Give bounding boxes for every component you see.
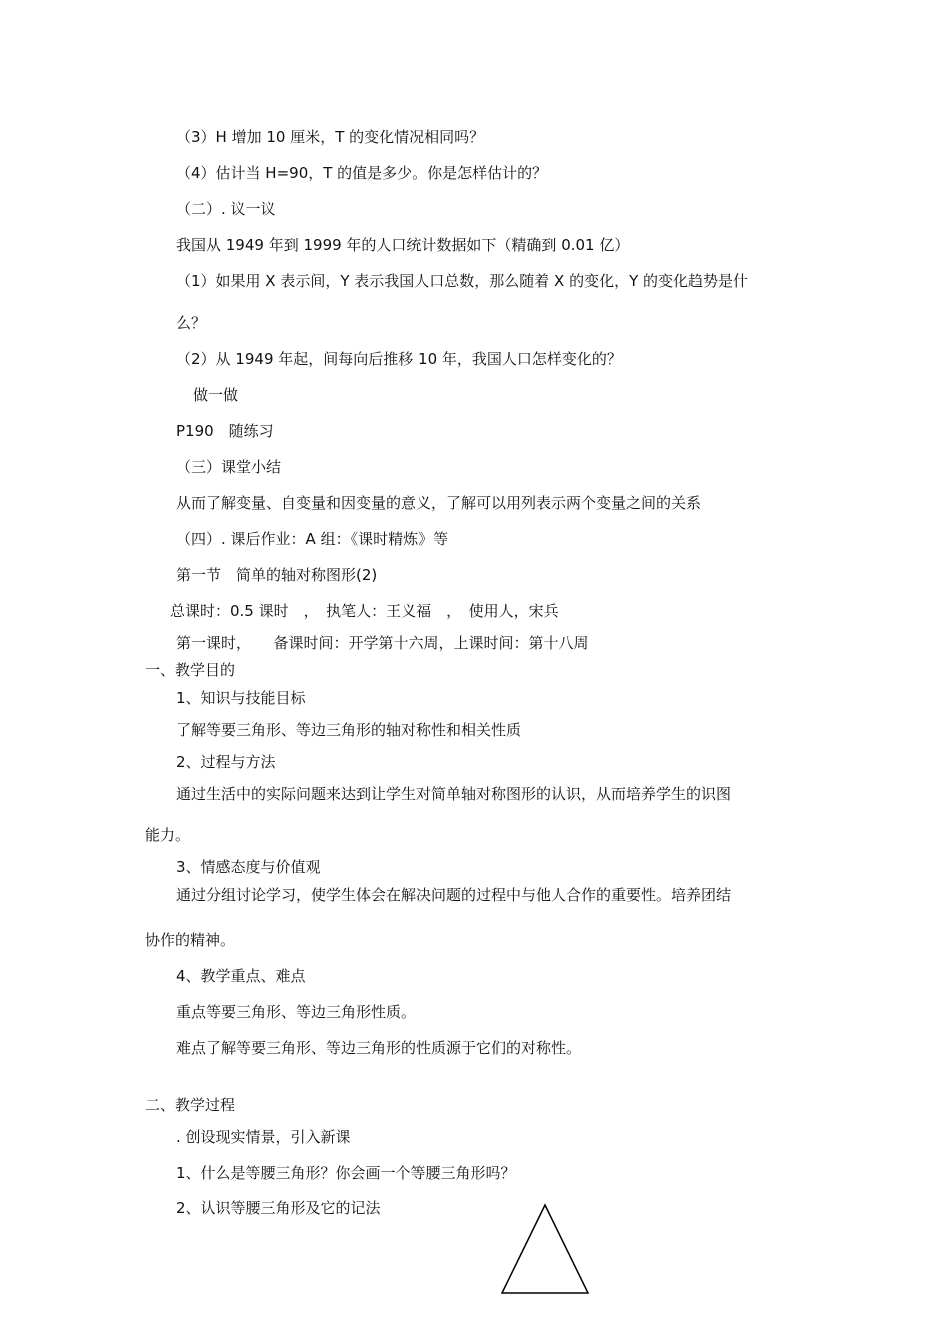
lesson-schedule: 第一课时， 备课时间：开学第十六周，上课时间：第十八周 (176, 634, 589, 652)
goal-2-text-cont: 能力。 (145, 826, 191, 844)
population-intro: 我国从 1949 年到 1999 年的人口统计数据如下（精确到 0.01 亿） (176, 236, 630, 254)
goal-2-text: 通过生活中的实际问题来达到让学生对简单轴对称图形的认识，从而培养学生的识图 (176, 785, 732, 803)
practice-ref: P190 随练习 (176, 422, 274, 440)
goal-3-heading: 3、情感态度与价值观 (176, 858, 321, 876)
lesson-meta: 总课时：0.5 课时 ， 执笔人：王义福 ， 使用人，宋兵 (170, 602, 559, 620)
isosceles-triangle-figure (498, 1203, 592, 1295)
process-question-2: 2、认识等腰三角形及它的记法 (176, 1199, 381, 1217)
lesson-title: 第一节 简单的轴对称图形(2) (176, 566, 378, 584)
goal-1-heading: 1、知识与技能目标 (176, 689, 306, 707)
population-question-1-cont: 么？ (176, 314, 207, 332)
section-homework: （四）. 课后作业：A 组：《课时精炼》等 (176, 530, 449, 548)
goal-3-text-cont: 协作的精神。 (145, 931, 236, 949)
section-discuss: （二）. 议一议 (176, 200, 276, 218)
heading-teaching-goals: 一、教学目的 (145, 661, 236, 679)
heading-teaching-process: 二、教学过程 (145, 1096, 236, 1114)
summary-text: 从而了解变量、自变量和因变量的意义，了解可以用列表示两个变量之间的关系 (176, 494, 702, 512)
question-3: （3）H 增加 10 厘米，T 的变化情况相同吗？ (176, 128, 485, 146)
population-question-1: （1）如果用 X 表示间，Y 表示我国人口总数，那么随着 X 的变化，Y 的变化趋势是什 (176, 272, 749, 290)
difficult-point-text: 难点了解等要三角形、等边三角形的性质源于它们的对称性。 (176, 1039, 582, 1057)
question-4: （4）估计当 H=90，T 的值是多少。你是怎样估计的？ (176, 164, 548, 182)
key-point-text: 重点等要三角形、等边三角形性质。 (176, 1003, 417, 1021)
goal-2-heading: 2、过程与方法 (176, 753, 276, 771)
population-question-2: （2）从 1949 年起，间每向后推移 10 年，我国人口怎样变化的？ (176, 350, 622, 368)
process-question-1: 1、什么是等腰三角形？你会画一个等腰三角形吗？ (176, 1164, 516, 1182)
goal-4-heading: 4、教学重点、难点 (176, 967, 306, 985)
do-it-heading: 做一做 (193, 386, 239, 404)
goal-3-text: 通过分组讨论学习，使学生体会在解决问题的过程中与他人合作的重要性。培养团结 (176, 886, 732, 904)
section-summary: （三）课堂小结 (176, 458, 282, 476)
process-intro: . 创设现实情景，引入新课 (176, 1128, 351, 1146)
goal-1-text: 了解等要三角形、等边三角形的轴对称性和相关性质 (176, 721, 522, 739)
